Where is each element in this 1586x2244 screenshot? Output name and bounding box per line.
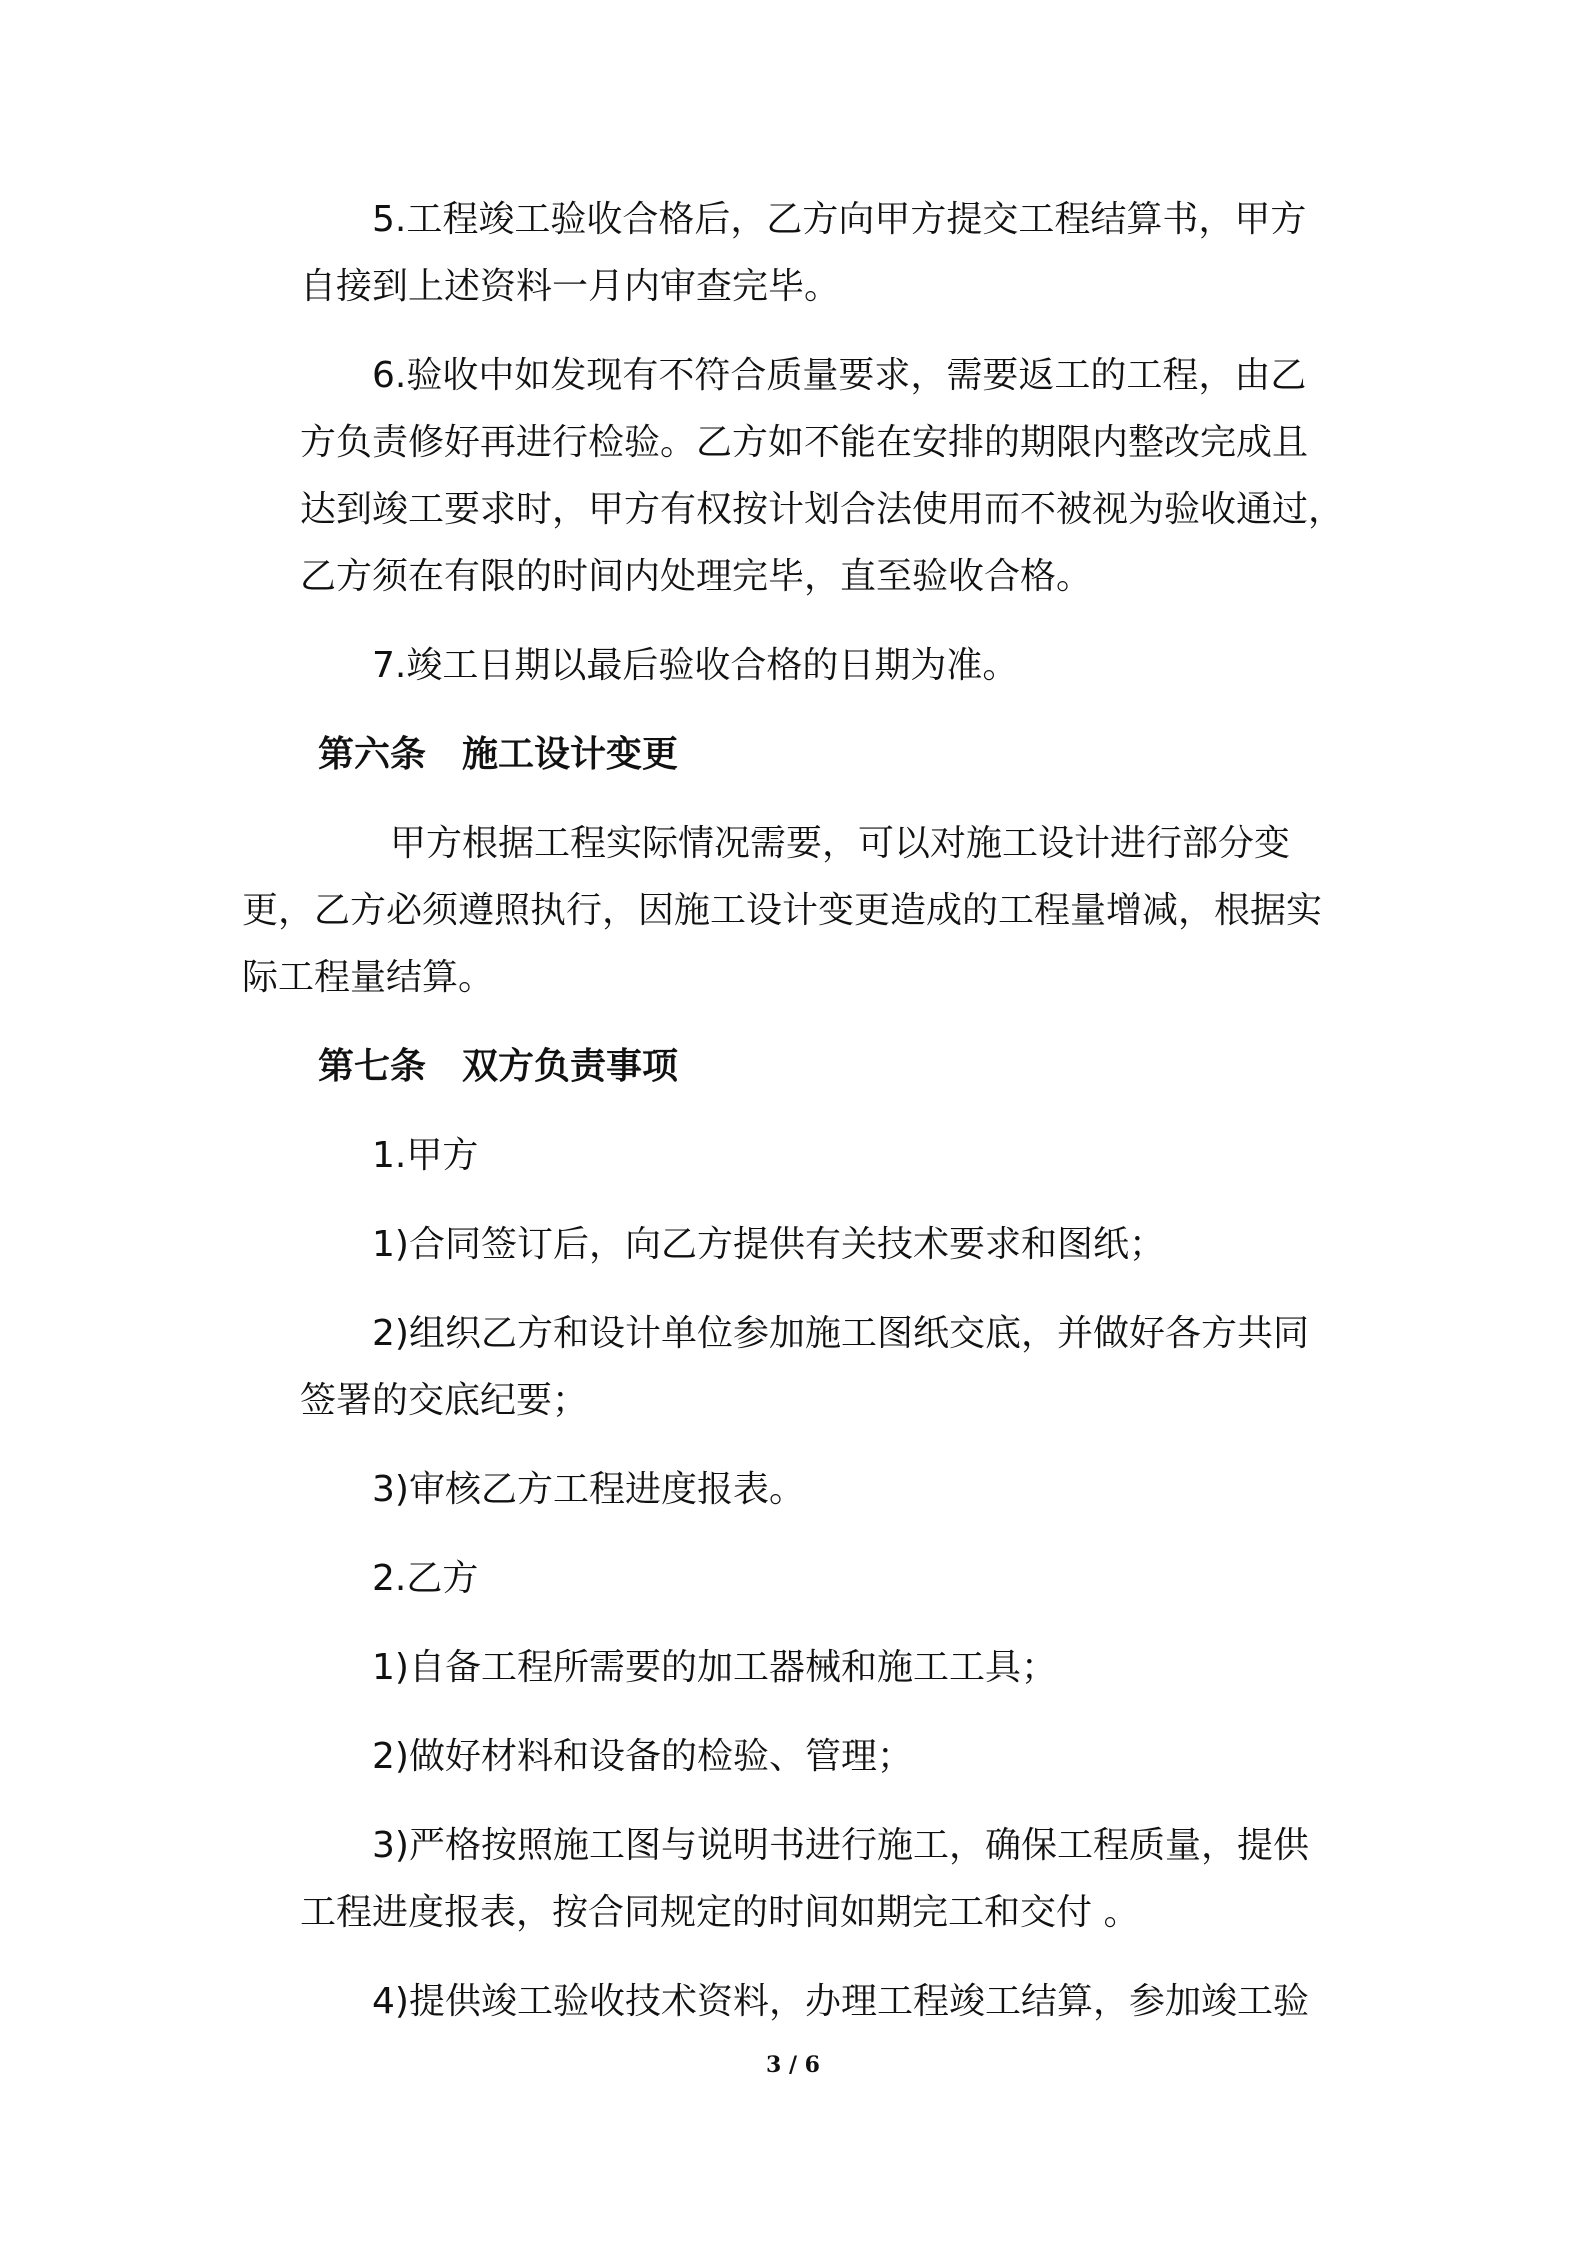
paragraph-line: 更，乙方必须遵照执行，因施工设计变更造成的工程量增减，根据实	[242, 890, 1323, 931]
paragraph-line: 7.竣工日期以最后验收合格的日期为准。	[372, 645, 1019, 686]
list-item: 3)严格按照施工图与说明书进行施工，确保工程质量，提供	[372, 1825, 1309, 1866]
paragraph-line: 甲方根据工程实际情况需要，可以对施工设计进行部分变	[390, 823, 1291, 864]
list-item: 1.甲方	[372, 1135, 479, 1176]
list-item: 1)自备工程所需要的加工器械和施工工具；	[372, 1647, 1057, 1688]
paragraph-line: 达到竣工要求时，甲方有权按计划合法使用而不被视为验收通过，	[300, 489, 1345, 530]
list-item: 2)组织乙方和设计单位参加施工图纸交底，并做好各方共同	[372, 1313, 1309, 1354]
list-item: 工程进度报表，按合同规定的时间如期完工和交付 。	[300, 1892, 1140, 1933]
section-heading: 第七条 双方负责事项	[318, 1046, 679, 1087]
paragraph-line: 自接到上述资料一月内审查完毕。	[300, 266, 841, 307]
list-item: 1)合同签订后，向乙方提供有关技术要求和图纸；	[372, 1224, 1165, 1265]
paragraph-line: 5.工程竣工验收合格后，乙方向甲方提交工程结算书，甲方	[372, 199, 1307, 240]
list-item: 签署的交底纪要；	[300, 1380, 589, 1421]
page-number: 3 / 6	[766, 2052, 820, 2078]
paragraph-line: 乙方须在有限的时间内处理完毕，直至验收合格。	[300, 556, 1093, 597]
list-item: 3)审核乙方工程进度报表。	[372, 1469, 805, 1510]
list-item: 2)做好材料和设备的检验、管理；	[372, 1736, 913, 1777]
paragraph-line: 际工程量结算。	[242, 957, 495, 998]
section-heading: 第六条 施工设计变更	[318, 734, 679, 775]
paragraph-line: 方负责修好再进行检验。乙方如不能在安排的期限内整改完成且	[300, 422, 1309, 463]
paragraph-line: 6.验收中如发现有不符合质量要求，需要返工的工程，由乙	[372, 355, 1307, 396]
list-item: 2.乙方	[372, 1558, 479, 1599]
list-item: 4)提供竣工验收技术资料，办理工程竣工结算，参加竣工验	[372, 1981, 1309, 2022]
